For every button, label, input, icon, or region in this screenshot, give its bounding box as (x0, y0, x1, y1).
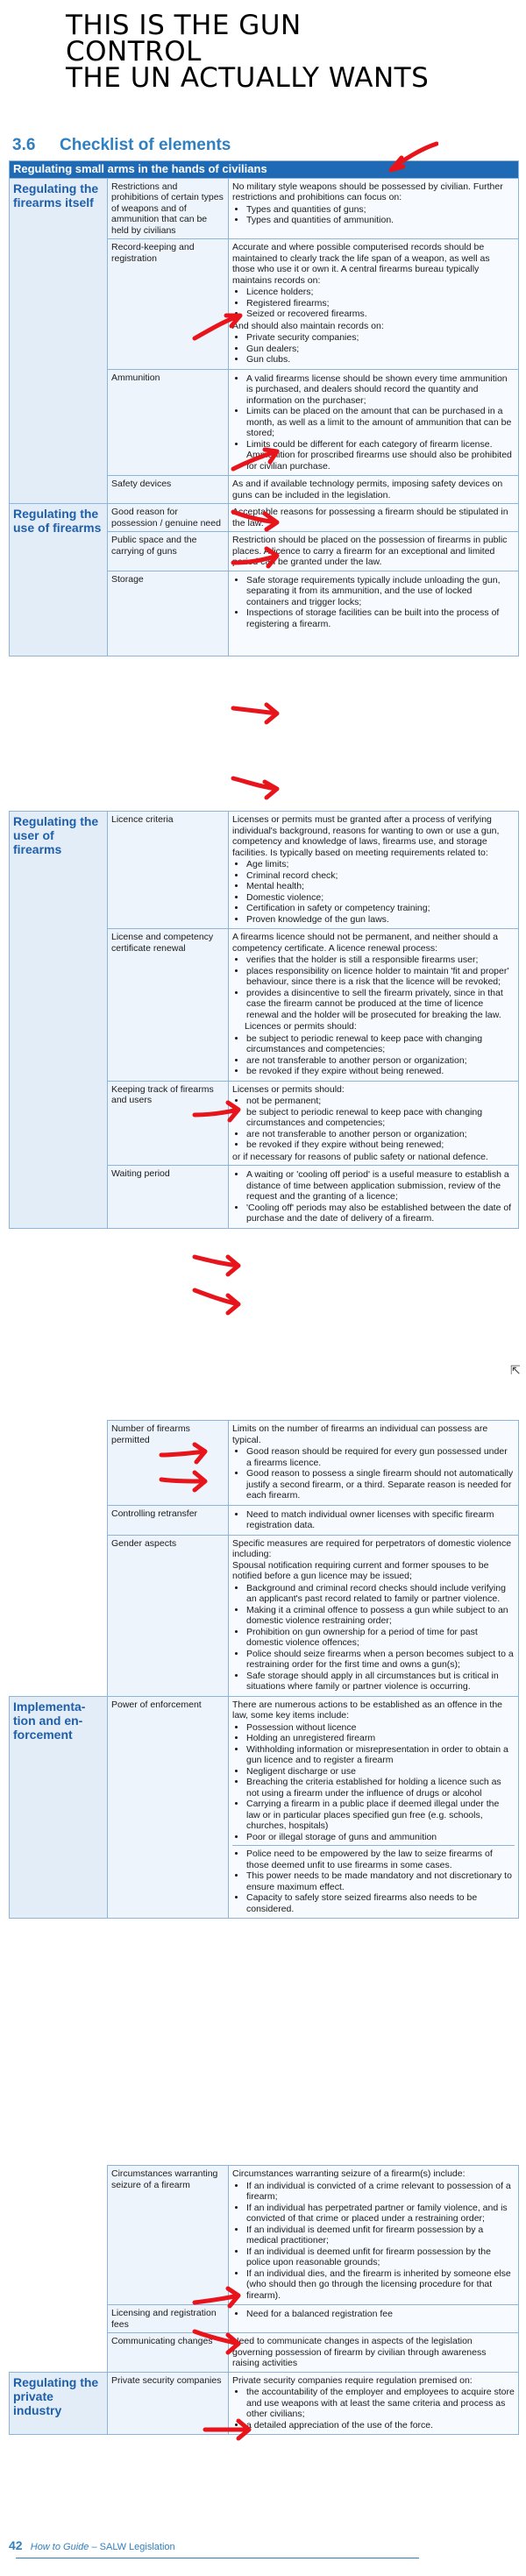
row-description (229, 2166, 519, 2305)
row-text: No military style weapons should be possessed by civilian. Further restrictions and prohibitions can focus on: (232, 181, 503, 202)
list-item: • 'Cooling off' periods may also be established between the date of purchase and the date of delivery of a firearm. (246, 1203, 515, 1224)
list-item: • Safe storage should apply in all circumstances but is critical in situations where family or partner violence is occurring. (246, 1671, 515, 1692)
list-item: • Limits could be different for each category of firearm license. Ammunition for proscribed firearms use should also be prohibited for civilian purchase. (246, 439, 515, 472)
list-item: • Registered firearms; (246, 298, 515, 309)
checklist-table-2 (9, 811, 519, 1229)
row-text: A firearms licence should not be permanent, and neither should a competency certificate. A licence renewal process: (232, 932, 498, 954)
row-text: Licences or permits should: (245, 1021, 357, 1032)
list-item: • Safe storage requirements typically include unloading the gun, separating it from its ammunition, and the use of locked containers and trigger locks; (246, 575, 515, 608)
row-label: Circumstances warranting seizure of a firearm (108, 2166, 229, 2305)
table-row (10, 178, 519, 239)
list-item: • a detailed appreciation of the use of the force. (246, 2420, 515, 2431)
annotation-arrow-icon (230, 501, 282, 536)
row-label: Record-keeping and registration (108, 239, 229, 370)
list-item: • Domestic violence; (246, 892, 515, 904)
row-description (229, 571, 519, 656)
table-row (10, 812, 519, 929)
list-item: • Police should seize firearms when a person becomes subject to a restraining order for the first time and owns a gun(s); (246, 1649, 515, 1671)
annotation-arrow-icon (386, 140, 438, 175)
list-item: • A waiting or 'cooling off period' is a useful measure to establish a distance of time between application submission, review of the request and the granting of a licence; (246, 1169, 515, 1203)
section-title (12, 136, 231, 155)
list-item: • Age limits; (246, 859, 515, 870)
row-label: Controlling retransfer (108, 1505, 229, 1535)
row-label: Restrictions and prohibitions of certain types of weapons and of ammunition that can be held by civilians (108, 178, 229, 239)
checklist-table-1 (9, 160, 519, 656)
list-item: • Limits can be placed on the amount that can be purchased in a month, as well as a limit to the amount of ammunition that can be stored; (246, 406, 515, 439)
list-item: • places responsibility on licence holder to maintain 'fit and proper' behaviour, since there is a risk that the licence will be revoked; (246, 966, 515, 988)
meme-headline (66, 10, 504, 94)
row-description (229, 1166, 519, 1229)
table-row (10, 1421, 519, 1506)
row-label: Gender aspects (108, 1535, 229, 1696)
category-implementation: Implementa-tion and en-forcement (10, 1696, 108, 1919)
footer-series: SALW Legislation (99, 2542, 175, 2552)
list-item: • Need to match individual owner licenses with specific firearm registration data. (246, 1509, 515, 1531)
list-item: • If an individual has perpetrated partner or family violence, and is convicted of that crime or placed under a restraining order; (246, 2203, 515, 2225)
list-item: • If an individual is convicted of a crime relevant to possession of a firearm; (246, 2181, 515, 2203)
section-number: 3.6 (12, 136, 36, 154)
list-item: • be revoked if they expire without being renewed. (246, 1066, 515, 1077)
list-item: • not be permanent; (246, 1096, 515, 1107)
list-item: • Certification in safety or competency training; (246, 903, 515, 914)
list-item: • Criminal record check; (246, 870, 515, 882)
checklist-table-3 (9, 1420, 519, 1919)
list-item: • are not transferable to another person or organization; (246, 1129, 515, 1140)
list-item: • Negligent discharge or use (246, 1766, 515, 1778)
row-description (229, 178, 519, 239)
row-label: Storage (108, 571, 229, 656)
annotation-arrow-icon (230, 694, 282, 729)
list-item: • Withholding information or misrepresentation in order to obtain a gun licence and to register a firearm (246, 1744, 515, 1766)
row-text: Private security companies require regulation premised on: (232, 2374, 473, 2386)
list-item: • Making it a criminal offence to possess a gun while subject to an domestic violence restraining order; (246, 1605, 515, 1627)
category-cell-empty (10, 1421, 108, 1697)
checklist-table-4 (9, 2165, 519, 2435)
row-label: Ammunition (108, 369, 229, 476)
row-label: Licensing and registration fees (108, 2305, 229, 2333)
list-item: • This power needs to be made mandatory and not discretionary to ensure maximum effect. (246, 1870, 515, 1892)
list-item: • If an individual dies, and the firearm is inherited by someone else (who should then go through the licensing procedure for that firearm). (246, 2268, 515, 2302)
annotation-arrow-icon (191, 2323, 244, 2358)
list-item: • Types and quantities of ammunition. (246, 215, 515, 226)
row-description: Acceptable reasons for possessing a firearm should be stipulated in the law. (229, 504, 519, 532)
table-row (10, 1696, 519, 1919)
row-label: Public space and the carrying of guns (108, 532, 229, 571)
list-item: • Police need to be empowered by the law to seize firearms of those deemed unfit to use firearms in some cases. (246, 1849, 515, 1870)
list-item: • Types and quantities of guns; (246, 204, 515, 216)
row-description (229, 929, 519, 1082)
row-description (229, 1696, 519, 1919)
row-text: or if necessary for reasons of public safety or national defence. (232, 1151, 488, 1162)
row-label: Number of firearms permitted (108, 1421, 229, 1506)
table-row (10, 2166, 519, 2305)
row-text: Specific measures are required for perpetrators of domestic violence including: (232, 1537, 512, 1559)
annotation-arrow-icon (191, 1096, 244, 1131)
list-item: • Need for a balanced registration fee (246, 2309, 515, 2320)
annotation-arrow-icon (230, 542, 282, 577)
list-item: • be revoked if they expire without being renewed; (246, 1139, 515, 1151)
footer-guide: How to Guide (30, 2542, 89, 2552)
category-private-industry: Regulating the private industry (10, 2372, 108, 2435)
checklist-block-4 (9, 2165, 519, 2435)
list-item: • Capacity to safely store seized firearms also needs to be considered. (246, 1892, 515, 1914)
list-item: • provides a disincentive to sell the firearm privately, since in that case the firearm cannot be produced at the time of licence renewal and the holder will be prosecuted for breaking the law. (246, 988, 515, 1021)
annotation-arrow-icon (191, 1281, 244, 1316)
table-header-row (10, 161, 519, 179)
mouse-cursor-icon: ⇱ (510, 1363, 521, 1377)
row-text: Accurate and where possible computerised records should be maintained to clearly track the life span of a weapon, as well as those who use it or own it. A central firearms bureau typically maintains records on: (232, 242, 490, 286)
row-text: And should also maintain records on: (232, 320, 384, 331)
row-label: Safety devices (108, 476, 229, 504)
list-item: • be subject to periodic renewal to keep pace with changing circumstances and competencies; (246, 1033, 515, 1055)
list-item: • Poor or illegal storage of guns and ammunition (246, 1832, 515, 1843)
row-text: Licenses or permits must be granted after a process of verifying individual's background, reasons for wanting to own or use a gun, competency and knowledge of laws, firearms use, and storage facilities. Is typically based on meeting requirements related to: (232, 814, 500, 858)
row-description (229, 1081, 519, 1166)
row-label: Waiting period (108, 1166, 229, 1229)
row-description (229, 1505, 519, 1535)
list-item: • Possession without licence (246, 1722, 515, 1734)
list-item: • Private security companies; (246, 332, 515, 344)
row-label: Licence criteria (108, 812, 229, 929)
annotation-arrow-icon (191, 2283, 244, 2318)
list-item: • Gun clubs. (246, 354, 515, 365)
row-description: Restriction should be placed on the possession of firearms in public places. A licence to carry a firearm for an exceptional and limited period can be granted under the law. (229, 532, 519, 571)
list-item: • Breaching the criteria established for holding a licence such as not using a firearm under the influence of drugs or alcohol (246, 1777, 515, 1799)
row-text: Circumstances warranting seizure of a firearm(s) include: (232, 2168, 466, 2179)
page-number: 42 (9, 2538, 23, 2552)
row-label: Good reason for possession / genuine need (108, 504, 229, 532)
row-text: Licenses or permits should: (232, 1083, 345, 1095)
category-user-of-firearms: Regulating the user of firearms (10, 812, 108, 1229)
checklist-block-2 (9, 811, 519, 1229)
row-description (229, 1535, 519, 1696)
list-item: • Inspections of storage facilities can be built into the process of registering a firearm. (246, 607, 515, 629)
list-item: • Prohibition on gun ownership for a period of time for past domestic violence offences; (246, 1627, 515, 1649)
list-item: • Licence holders; (246, 287, 515, 298)
annotation-arrow-icon (191, 1245, 244, 1280)
list-item: • Background and criminal record checks should include verifying an applicant's past record related to family or partner violence. (246, 1583, 515, 1605)
headline-line-3: THE UN ACTUALLY WANTS (66, 62, 430, 94)
row-description: Need to communicate changes in aspects of the legislation governing possession of firearm by civilian through awareness raising activities (229, 2333, 519, 2373)
list-item: • Mental health; (246, 881, 515, 892)
row-label: Communicating changes (108, 2333, 229, 2373)
list-item: • the accountability of the employer and employees to acquire store and use weapons with at least the same criteria and process as other civilians; (246, 2387, 515, 2420)
row-text: Spousal notification requiring current and former spouses to be notified before a gun licence may be issued; (232, 1559, 489, 1581)
list-item: • A valid firearms license should be shown every time ammunition is purchased, and dealers should record the quantity and information on the purchaser; (246, 373, 515, 407)
row-description: As and if available technology permits, imposing safety devices on guns can be included in the legislation. (229, 476, 519, 504)
list-item: • Proven knowledge of the gun laws. (246, 914, 515, 926)
category-cell-empty (10, 2166, 108, 2373)
section-title-text: Checklist of elements (60, 136, 231, 154)
list-item: • Holding an unregistered firearm (246, 1733, 515, 1744)
row-label: Private security companies (108, 2372, 229, 2435)
row-label: License and competency certificate renewal (108, 929, 229, 1082)
list-item: • verifies that the holder is still a responsible firearms user; (246, 954, 515, 966)
row-label: Keeping track of firearms and users (108, 1081, 229, 1166)
list-item: • Good reason should be required for every gun possessed under a firearms licence. (246, 1446, 515, 1468)
row-description (229, 1421, 519, 1506)
headline-line-1: THIS IS THE GUN (66, 10, 302, 41)
list-item: • If an individual is deemed unfit for firearm possession by a medical practitioner; (246, 2225, 515, 2246)
row-description (229, 239, 519, 370)
row-description (229, 812, 519, 929)
table-header: Regulating small arms in the hands of civilians (10, 161, 519, 179)
list-item: • Gun dealers; (246, 344, 515, 355)
category-firearms-itself: Regulating the firearms itself (10, 178, 108, 504)
annotation-arrow-icon (230, 768, 282, 803)
category-use-of-firearms: Regulating the use of firearms (10, 504, 108, 656)
list-item: • If an individual is deemed unfit for firearm possession by the police upon reasonable grounds; (246, 2246, 515, 2268)
list-item: • Seized or recovered firearms. (246, 309, 515, 320)
table-row (10, 2372, 519, 2435)
row-text: There are numerous actions to be established as an offence in the law, some key items include: (232, 1699, 503, 1721)
list-item: • be subject to periodic renewal to keep pace with changing circumstances and competencies; (246, 1107, 515, 1129)
annotation-arrow-icon (191, 309, 244, 344)
annotation-arrow-icon (202, 2412, 254, 2447)
checklist-block-3 (9, 1420, 519, 1919)
list-item: • Carrying a firearm in a public place if deemed illegal under the law or in particular places specified gun free (e.g. schools, churches, hospitals) (246, 1799, 515, 1832)
checklist-block-1 (9, 160, 519, 656)
row-description (229, 2372, 519, 2435)
row-description (229, 2305, 519, 2333)
row-text: Limits on the number of firearms an individual can possess are typical. (232, 1423, 488, 1445)
page-footer: 42 How to Guide – SALW Legislation (9, 2538, 519, 2563)
annotation-arrow-icon (230, 443, 282, 478)
list-item: • are not transferable to another person or organization; (246, 1055, 515, 1067)
list-item: • Good reason to possess a single firearm should not automatically justify a second firearm, or a third. Separate reason is needed for each firearm. (246, 1468, 515, 1501)
annotation-arrow-icon (158, 1464, 210, 1499)
headline-line-2: CONTROL (66, 36, 202, 67)
row-label: Power of enforcement (108, 1696, 229, 1919)
